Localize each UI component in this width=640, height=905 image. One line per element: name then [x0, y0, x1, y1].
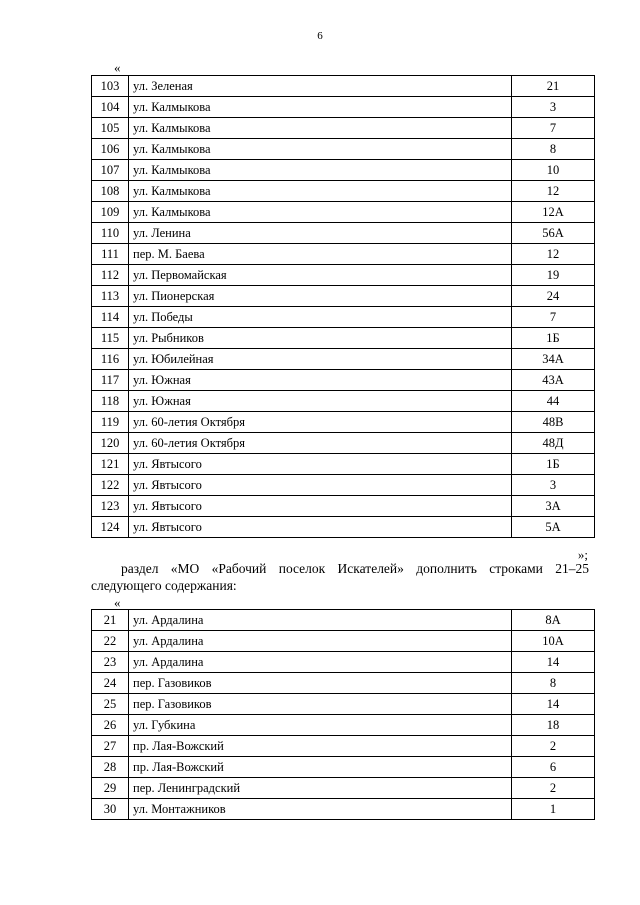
table-row	[92, 673, 595, 694]
house-number: 8	[512, 673, 595, 694]
page-number: 6	[317, 30, 323, 42]
street-name: ул. Первомайская	[129, 265, 512, 286]
street-name: пер. Газовиков	[129, 694, 512, 715]
table-row	[92, 412, 595, 433]
street-name: ул. Явтысого	[129, 496, 512, 517]
house-number: 12	[512, 244, 595, 265]
row-number: 109	[92, 202, 129, 223]
house-number: 1Б	[512, 328, 595, 349]
table-row	[92, 202, 595, 223]
street-name: ул. Калмыкова	[129, 202, 512, 223]
row-number: 107	[92, 160, 129, 181]
table-row	[92, 715, 595, 736]
row-number: 123	[92, 496, 129, 517]
house-number: 5А	[512, 517, 595, 538]
table-row	[92, 349, 595, 370]
row-number: 104	[92, 97, 129, 118]
table-row	[92, 517, 595, 538]
table-row	[92, 139, 595, 160]
table-row	[92, 778, 595, 799]
street-name: ул. Юбилейная	[129, 349, 512, 370]
street-name: пер. Ленинградский	[129, 778, 512, 799]
house-number: 14	[512, 694, 595, 715]
house-number: 1Б	[512, 454, 595, 475]
street-name: ул. Калмыкова	[129, 139, 512, 160]
street-name: ул. Явтысого	[129, 475, 512, 496]
street-name: ул. Ардалина	[129, 631, 512, 652]
row-number: 119	[92, 412, 129, 433]
street-name: ул. Пионерская	[129, 286, 512, 307]
house-number: 14	[512, 652, 595, 673]
house-number: 8А	[512, 610, 595, 631]
house-number: 2	[512, 736, 595, 757]
street-name: пер. Газовиков	[129, 673, 512, 694]
table-row	[92, 307, 595, 328]
table-row	[92, 757, 595, 778]
street-name: ул. Ленина	[129, 223, 512, 244]
house-number: 24	[512, 286, 595, 307]
table-row	[92, 97, 595, 118]
house-number: 18	[512, 715, 595, 736]
table-row	[92, 244, 595, 265]
house-number: 21	[512, 76, 595, 97]
paragraph-line-1: раздел «МО «Рабочий поселок Искателей» дополнить строками 21–25	[121, 561, 589, 576]
row-number: 26	[92, 715, 129, 736]
closing-quote: »;	[577, 547, 588, 562]
table-row	[92, 181, 595, 202]
street-name: ул. Южная	[129, 391, 512, 412]
table-row	[92, 631, 595, 652]
opening-quote-2: «	[114, 595, 121, 610]
table-row	[92, 652, 595, 673]
row-number: 118	[92, 391, 129, 412]
table-row	[92, 286, 595, 307]
house-number: 10	[512, 160, 595, 181]
address-table-1	[91, 75, 595, 538]
table-row	[92, 799, 595, 820]
row-number: 30	[92, 799, 129, 820]
row-number: 117	[92, 370, 129, 391]
row-number: 120	[92, 433, 129, 454]
house-number: 56А	[512, 223, 595, 244]
table-row	[92, 76, 595, 97]
table-row	[92, 454, 595, 475]
street-name: ул. 60-летия Октября	[129, 433, 512, 454]
row-number: 113	[92, 286, 129, 307]
row-number: 115	[92, 328, 129, 349]
table-row	[92, 265, 595, 286]
house-number: 12А	[512, 202, 595, 223]
paragraph-line-2: следующего содержания:	[91, 578, 237, 593]
street-name: пр. Лая-Вожский	[129, 736, 512, 757]
street-name: ул. Губкина	[129, 715, 512, 736]
row-number: 111	[92, 244, 129, 265]
table-row	[92, 694, 595, 715]
opening-quote: «	[114, 60, 121, 75]
house-number: 34А	[512, 349, 595, 370]
row-number: 103	[92, 76, 129, 97]
house-number: 44	[512, 391, 595, 412]
house-number: 3А	[512, 496, 595, 517]
house-number: 19	[512, 265, 595, 286]
street-name: ул. Ардалина	[129, 610, 512, 631]
house-number: 10А	[512, 631, 595, 652]
house-number: 8	[512, 139, 595, 160]
table-row	[92, 391, 595, 412]
house-number: 48В	[512, 412, 595, 433]
table-row	[92, 118, 595, 139]
table-row	[92, 736, 595, 757]
amendment-paragraph	[91, 560, 589, 594]
table-row	[92, 223, 595, 244]
row-number: 105	[92, 118, 129, 139]
house-number: 3	[512, 475, 595, 496]
row-number: 22	[92, 631, 129, 652]
street-name: ул. Калмыкова	[129, 118, 512, 139]
house-number: 2	[512, 778, 595, 799]
street-name: ул. 60-летия Октября	[129, 412, 512, 433]
house-number: 48Д	[512, 433, 595, 454]
address-table-2	[91, 609, 595, 820]
row-number: 25	[92, 694, 129, 715]
row-number: 21	[92, 610, 129, 631]
street-name: ул. Явтысого	[129, 517, 512, 538]
row-number: 121	[92, 454, 129, 475]
row-number: 124	[92, 517, 129, 538]
street-name: ул. Южная	[129, 370, 512, 391]
table-row	[92, 370, 595, 391]
street-name: ул. Зеленая	[129, 76, 512, 97]
table-row	[92, 433, 595, 454]
row-number: 28	[92, 757, 129, 778]
row-number: 110	[92, 223, 129, 244]
street-name: ул. Победы	[129, 307, 512, 328]
table-row	[92, 160, 595, 181]
house-number: 7	[512, 118, 595, 139]
street-name: ул. Явтысого	[129, 454, 512, 475]
house-number: 43А	[512, 370, 595, 391]
street-name: пр. Лая-Вожский	[129, 757, 512, 778]
house-number: 12	[512, 181, 595, 202]
row-number: 112	[92, 265, 129, 286]
row-number: 108	[92, 181, 129, 202]
row-number: 122	[92, 475, 129, 496]
street-name: ул. Калмыкова	[129, 160, 512, 181]
row-number: 27	[92, 736, 129, 757]
table-row	[92, 475, 595, 496]
table-row	[92, 610, 595, 631]
street-name: ул. Монтажников	[129, 799, 512, 820]
row-number: 29	[92, 778, 129, 799]
row-number: 106	[92, 139, 129, 160]
row-number: 23	[92, 652, 129, 673]
table-row	[92, 328, 595, 349]
street-name: ул. Ардалина	[129, 652, 512, 673]
street-name: ул. Калмыкова	[129, 181, 512, 202]
house-number: 6	[512, 757, 595, 778]
table-row	[92, 496, 595, 517]
street-name: ул. Рыбников	[129, 328, 512, 349]
house-number: 3	[512, 97, 595, 118]
street-name: ул. Калмыкова	[129, 97, 512, 118]
row-number: 116	[92, 349, 129, 370]
row-number: 114	[92, 307, 129, 328]
street-name: пер. М. Баева	[129, 244, 512, 265]
house-number: 7	[512, 307, 595, 328]
house-number: 1	[512, 799, 595, 820]
row-number: 24	[92, 673, 129, 694]
